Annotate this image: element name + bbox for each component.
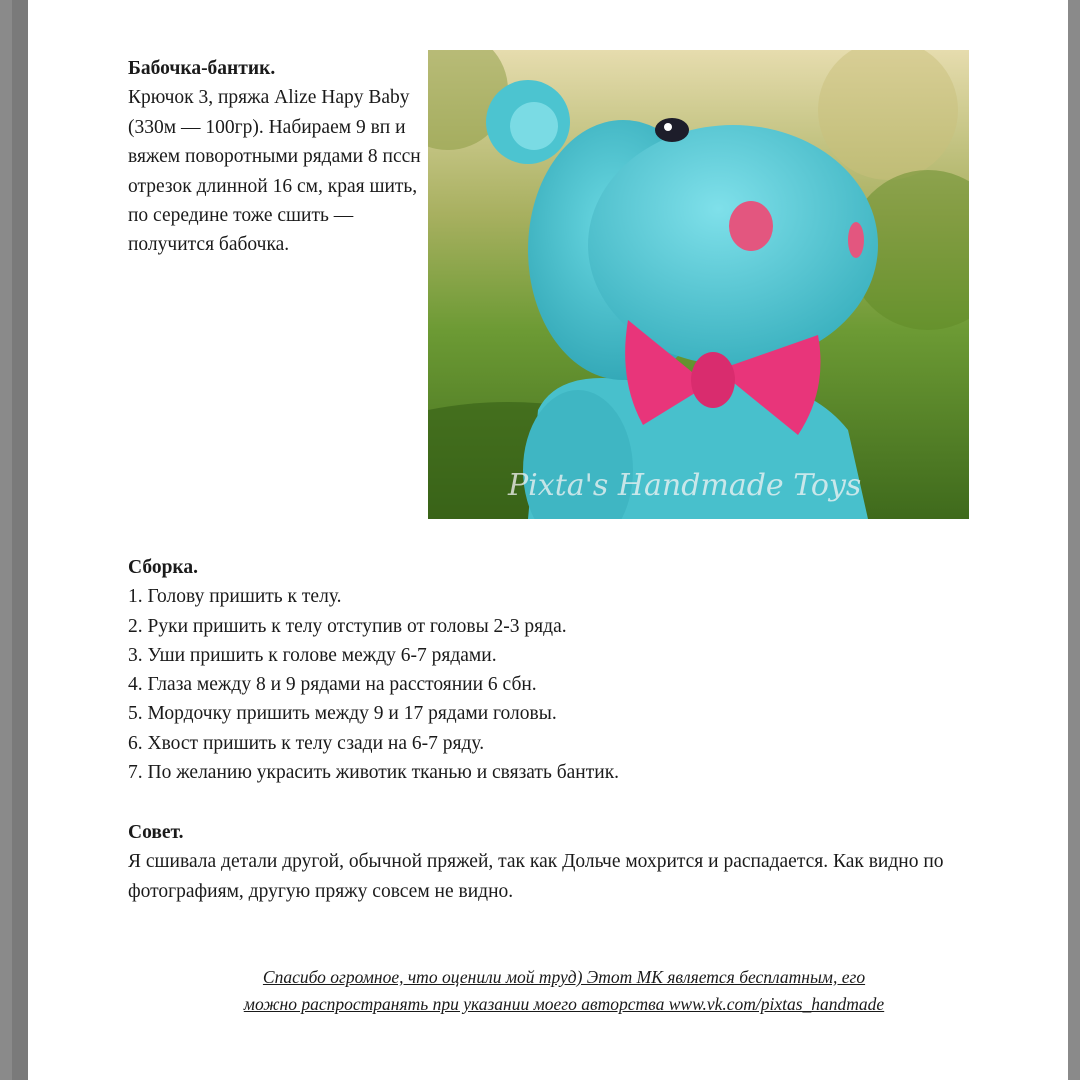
photo-watermark: Pixta's Handmade Toys [508,468,862,503]
assembly-steps [128,582,1008,787]
assembly-step: 3. Уши пришить к голове между 6-7 рядами. [128,644,497,666]
page-edge-left [0,0,12,1080]
assembly-section [128,553,1008,787]
footer-line-1: Спасибо огромное, что оценили мой труд) Этот МК является бесплатным, его [262,967,866,987]
assembly-step: 5. Мордочку пришить между 9 и 17 рядами головы. [128,703,557,725]
assembly-step: 7. По желанию украсить животик тканью и связать бантик. [128,762,620,784]
assembly-step: 2. Руки пришить к телу отступив от головы 2-3 ряда. [128,615,567,637]
intro-heading: Бабочка-бантик. [128,58,276,79]
intro-text: Крючок 3, пряжа Alize Hapy Baby (330м — 100гр). Набираем 9 вп и вяжем поворотными рядами 8 пссн отрезок длинной 16 см, края шить, по середине тоже сшить — получится бабочка. [128,87,421,256]
intro-section [128,54,423,260]
advice-text: Я сшивала детали другой, обычной пряжей, так как Дольче мохрится и распадается. Как видно по фотографиям, другую пряжу совсем не видно. [128,851,944,902]
assembly-heading: Сборка. [128,557,198,578]
footer-line-2[interactable]: можно распространять при указании моего авторства www.vk.com/pixtas_handmade [243,994,885,1014]
advice-heading: Совет. [128,822,184,843]
assembly-step: 6. Хвост пришить к телу сзади на 6-7 ряду. [128,732,485,754]
document-page [28,0,1068,1080]
toy-photo [428,50,969,519]
footer-credit[interactable] [128,964,1000,1018]
page-edge-right [1068,0,1080,1080]
advice-section [128,818,988,906]
assembly-step: 4. Глаза между 8 и 9 рядами на расстоянии 6 сбн. [128,674,537,696]
assembly-step: 1. Голову пришить к телу. [128,586,342,608]
